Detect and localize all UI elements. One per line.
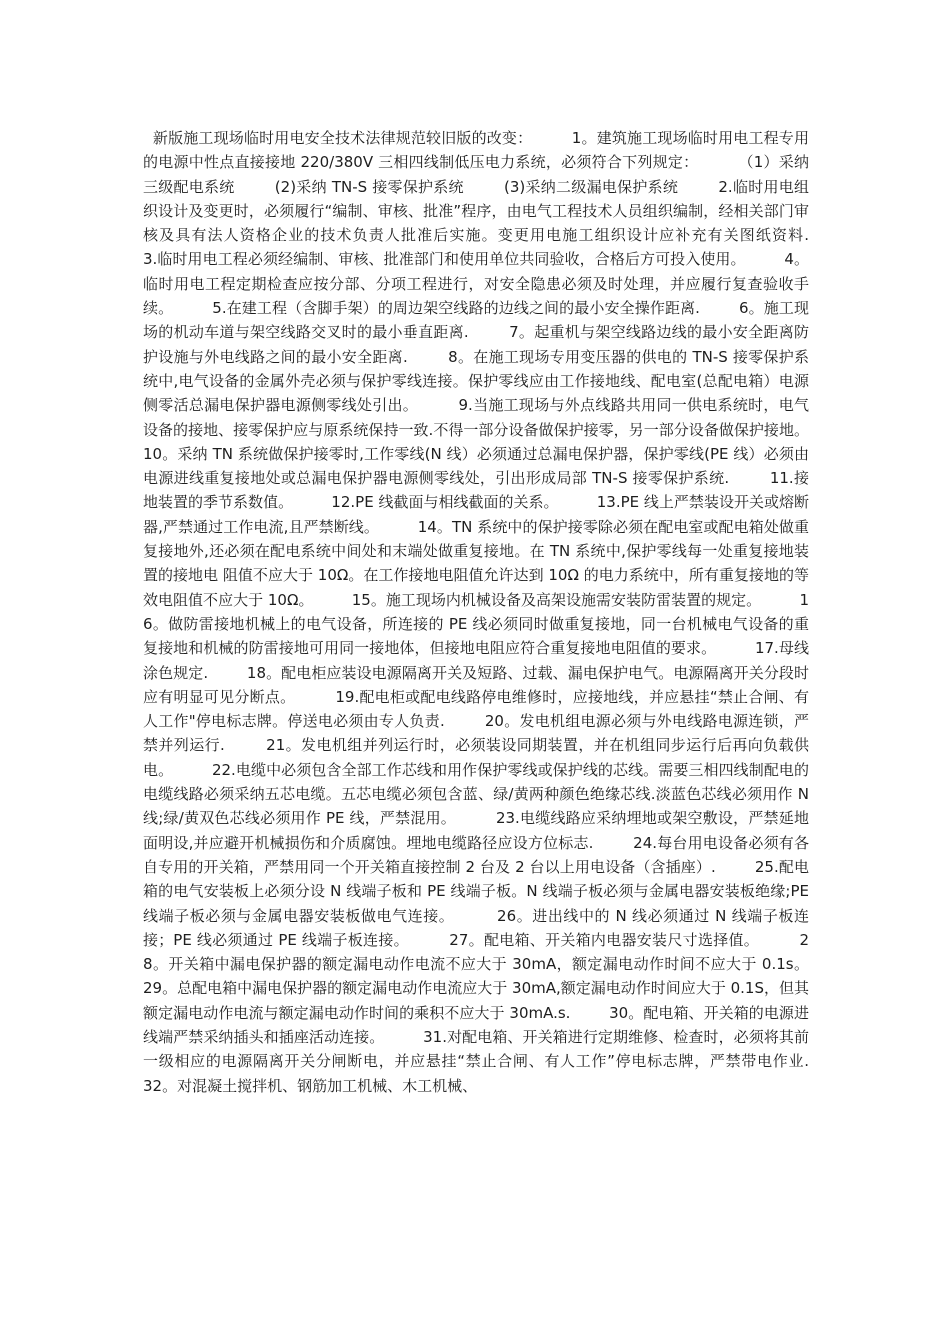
- document-body-text: 新版施工现场临时用电安全技术法律规范较旧版的改变： 1。建筑施工现场临时用电工程专用的电源中性点直接接地 220/380V 三相四线制低压电力系统，必须符合下列规定： （1）采纳三级配电系统 (2)采纳 TN-S 接零保护系统 (3)采纳二级漏电保护系统 2.临时用电组织设计及变更时，必须履行“编制、审核、批准”程序，由电气工程技术人员组织编制，经相关部门审核及具有法人资格企业的技术负责人批准后实施。变更用电施工组织设计应补充有关图纸资料. 3.临时用电工程必须经编制、审核、批准部门和使用单位共同验收，合格后方可投入使用。 4。临时用电工程定期检查应按分部、分项工程进行，对安全隐患必须及时处理，并应履行复查验收手续。 5.在建工程（含脚手架）的周边架空线路的边线之间的最小安全操作距离. 6。施工现场的机动车道与架空线路交叉时的最小垂直距离. 7。起重机与架空线路边线的最小安全距离防护设施与外电线路之间的最小安全距离. 8。在施工现场专用变压器的供电的 TN-S 接零保护系统中,电气设备的金属外壳必须与保护零线连接。保护零线应由工作接地线、配电室(总配电箱）电源侧零活总漏电保护器电源侧零线处引出。 9.当施工现场与外点线路共用同一供电系统时，电气设备的接地、接零保护应与原系统保持一致.不得一部分设备做保护接零，另一部分设备做保护接地。 10。采纳 TN 系统做保护接零时,工作零线(N 线）必须通过总漏电保护器，保护零线(PE 线）必须由电源进线重复接地处或总漏电保护器电源侧零线处，引出形成局部 TN-S 接零保护系统. 11.接地装置的季节系数值。 12.PE 线截面与相线截面的关系。 13.PE 线上严禁装设开关或熔断器,严禁通过工作电流,且严禁断线。 14。TN 系统中的保护接零除必须在配电室或配电箱处做重复接地外,还必须在配电系统中间处和末端处做重复接地。在 TN 系统中,保护零线每一处重复接地装置的接地电 阻值不应大于 10Ω。在工作接地电阻值允许达到 10Ω 的电力系统中，所有重复接地的等效电阻值不应大于 10Ω。 15。施工现场内机械设备及高架设施需安装防雷装置的规定。 16。做防雷接地机械上的电气设备，所连接的 PE 线必须同时做重复接地，同一台机械电气设备的重复接地和机械的防雷接地可用同一接地体，但接地电阻应符合重复接地电阻值的要求。 17.母线涂色规定. 18。配电柜应装设电源隔离开关及短路、过载、漏电保护电气。电源隔离开关分段时应有明显可见分断点。 19.配电柜或配电线路停电维修时，应接地线，并应悬挂“禁止合闸、有人工作"停电标志牌。停送电必须由专人负责. 20。发电机组电源必须与外电线路电源连锁，严禁并列运行. 21。发电机组并列运行时，必须装设同期装置，并在机组同步运行后再向负载供电。 22.电缆中必须包含全部工作芯线和用作保护零线或保护线的芯线。需要三相四线制配电的电缆线路必须采纳五芯电缆。五芯电缆必须包含蓝、绿/黄两种颜色绝缘芯线.淡蓝色芯线必须用作 N 线;绿/黄双色芯线必须用作 PE 线，严禁混用。 23.电缆线路应采纳埋地或架空敷设，严禁延地面明设,并应避开机械损伤和介质腐蚀。埋地电缆路径应设方位标志. 24.每台用电设备必须有各自专用的开关箱，严禁用同一个开关箱直接控制 2 台及 2 台以上用电设备（含插座）. 25.配电箱的电气安装板上必须分设 N 线端子板和 PE 线端子板。N 线端子板必须与金属电器安装板绝缘;PE 线端子板必须与金属电器安装板做电气连接。 26。进出线中的 N 线必须通过 N 线端子板连接；PE 线必须通过 PE 线端子板连接。 27。配电箱、开关箱内电器安装尺寸选择值。 28。开关箱中漏电保护器的额定漏电动作电流不应大于 30mA，额定漏电动作时间不应大于 0.1s。 29。总配电箱中漏电保护器的额定漏电动作电流应大于 30mA,额定漏电动作时间应大于 0.1S，但其额定漏电动作电流与额定漏电动作时间的乘积不应大于 30mA.s. 30。配电箱、开关箱的电源进线端严禁采纳插头和插座活动连接。 31.对配电箱、开关箱进行定期维修、检查时，必须将其前一级相应的电源隔离开关分闸断电，并应悬挂“禁止合闸、有人工作”停电标志牌，严禁带电作业. 32。对混凝土搅拌机、钢筋加工机械、木工机械、: [143, 129, 848, 1095]
